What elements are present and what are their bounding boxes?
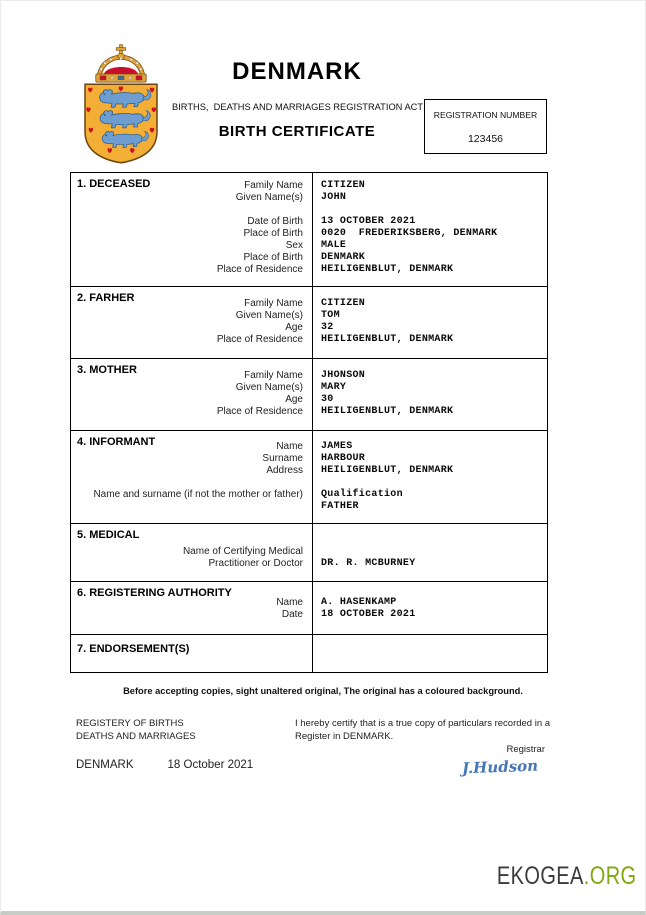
certify-statement: I hereby certify that is a true copy of particulars recorded in a Register in DENMARK. <box>295 718 551 742</box>
registrar-label: Registrar <box>506 744 545 755</box>
field-label: Place of Birth <box>243 252 303 263</box>
section-informant-values <box>313 431 547 523</box>
act-subtitle: BIRTHS, DEATHS AND MARRIAGES REGISTRATION ACT <box>172 102 424 112</box>
brand-tld: .ORG <box>583 862 636 890</box>
section-father <box>71 287 547 359</box>
field-label: Given Name(s) <box>235 310 303 321</box>
issue-date: 18 October 2021 <box>167 759 254 771</box>
ekogea-watermark <box>496 862 636 891</box>
section-registering-authority <box>71 582 547 635</box>
field-value: MALE <box>321 240 347 251</box>
field-label: Name of Certifying Medical <box>182 546 303 557</box>
section-registering-authority-values <box>313 582 547 634</box>
section-title: 3. MOTHER <box>77 364 137 376</box>
field-value: HARBOUR <box>321 453 366 464</box>
section-title: 2. FARHER <box>77 292 135 304</box>
field-value <box>321 534 547 546</box>
field-label: Place of Residence <box>216 406 303 417</box>
registration-number-box <box>424 99 547 154</box>
section-title: 4. INFORMANT <box>77 436 156 448</box>
field-value: 0020 FREDERIKSBERG, DENMARK <box>321 228 498 239</box>
field-value: CITIZEN <box>321 298 366 309</box>
field-value <box>321 477 547 489</box>
registry-line1: REGISTERY OF BIRTHS <box>76 718 184 729</box>
header <box>172 58 422 140</box>
field-label: Date of Birth <box>247 216 303 227</box>
field-label: Age <box>285 322 303 333</box>
section-mother-values <box>313 359 547 430</box>
country-title: DENMARK <box>232 58 362 85</box>
field-value: 32 <box>321 322 334 333</box>
section-endorsements-labels <box>71 635 313 672</box>
issue-line <box>76 759 253 771</box>
field-value: TOM <box>321 310 340 321</box>
section-title: 5. MEDICAL <box>77 529 140 541</box>
section-endorsements-values <box>313 635 547 672</box>
section-informant-labels <box>71 431 313 523</box>
field-label: Family Name <box>244 298 303 309</box>
field-value <box>321 546 547 558</box>
field-value: 30 <box>321 394 334 405</box>
field-value: Qualification <box>321 489 403 500</box>
certificate-table <box>70 172 548 673</box>
field-value: DR. R. MCBURNEY <box>321 558 416 569</box>
section-deceased <box>71 173 547 287</box>
section-deceased-labels <box>71 173 313 286</box>
field-label: Family Name <box>244 370 303 381</box>
field-value: JAMES <box>321 441 353 452</box>
field-value: JOHN <box>321 192 347 203</box>
registration-number-value: 123456 <box>467 133 504 145</box>
field-label: Place of Birth <box>243 228 303 239</box>
section-mother <box>71 359 547 431</box>
field-label: Place of Residence <box>216 264 303 275</box>
field-value: MARY <box>321 382 347 393</box>
field-label: Given Name(s) <box>235 382 303 393</box>
copies-notice: Before accepting copies, sight unaltered original, The original has a coloured background. <box>123 686 523 696</box>
field-label: Family Name <box>244 180 303 191</box>
denmark-coat-of-arms-icon <box>76 44 166 164</box>
section-medical-labels <box>71 524 313 581</box>
section-title: 1. DECEASED <box>77 178 151 190</box>
field-label: Given Name(s) <box>235 192 303 203</box>
registry-block <box>76 718 196 743</box>
field-value: HEILIGENBLUT, DENMARK <box>321 465 454 476</box>
field-value: JHONSON <box>321 370 366 381</box>
registration-number-label: REGISTRATION NUMBER <box>433 110 538 120</box>
field-label: Age <box>285 394 303 405</box>
section-registering-authority-labels <box>71 582 313 634</box>
field-label: Practitioner or Doctor <box>208 558 303 569</box>
field-value: HEILIGENBLUT, DENMARK <box>321 406 454 417</box>
issue-country: DENMARK <box>76 759 134 771</box>
field-value: CITIZEN <box>321 180 366 191</box>
field-label: Place of Residence <box>216 334 303 345</box>
field-label <box>71 501 303 513</box>
field-label: Name <box>276 441 303 452</box>
section-informant <box>71 431 547 524</box>
field-label: Address <box>266 465 303 476</box>
field-value: 18 OCTOBER 2021 <box>321 609 416 620</box>
field-value: HEILIGENBLUT, DENMARK <box>321 264 454 275</box>
section-medical <box>71 524 547 582</box>
registrar-signature: J.Hudson <box>461 756 539 778</box>
certificate-title: BIRTH CERTIFICATE <box>218 123 376 140</box>
brand-name: EKOGEA <box>496 862 584 890</box>
field-value: FATHER <box>321 501 359 512</box>
field-value: DENMARK <box>321 252 366 263</box>
field-value: HEILIGENBLUT, DENMARK <box>321 334 454 345</box>
field-label <box>71 477 303 489</box>
field-value <box>321 204 547 216</box>
section-medical-values <box>313 524 547 581</box>
field-value: 13 OCTOBER 2021 <box>321 216 416 227</box>
section-mother-labels <box>71 359 313 430</box>
section-father-values <box>313 287 547 358</box>
field-label: Name and surname (if not the mother or father) <box>93 489 303 500</box>
section-title: 7. ENDORSEMENT(S) <box>77 643 190 655</box>
field-label: Name <box>276 597 303 608</box>
section-deceased-values <box>313 173 547 286</box>
field-label: Surname <box>262 453 303 464</box>
field-label <box>71 204 303 216</box>
field-value: A. HASENKAMP <box>321 597 397 608</box>
section-endorsements <box>71 635 547 672</box>
field-label: Sex <box>285 240 303 251</box>
registry-line2: DEATHS AND MARRIAGES <box>76 730 196 742</box>
section-title: 6. REGISTERING AUTHORITY <box>77 587 232 599</box>
section-father-labels <box>71 287 313 358</box>
field-label: Date <box>281 609 303 620</box>
